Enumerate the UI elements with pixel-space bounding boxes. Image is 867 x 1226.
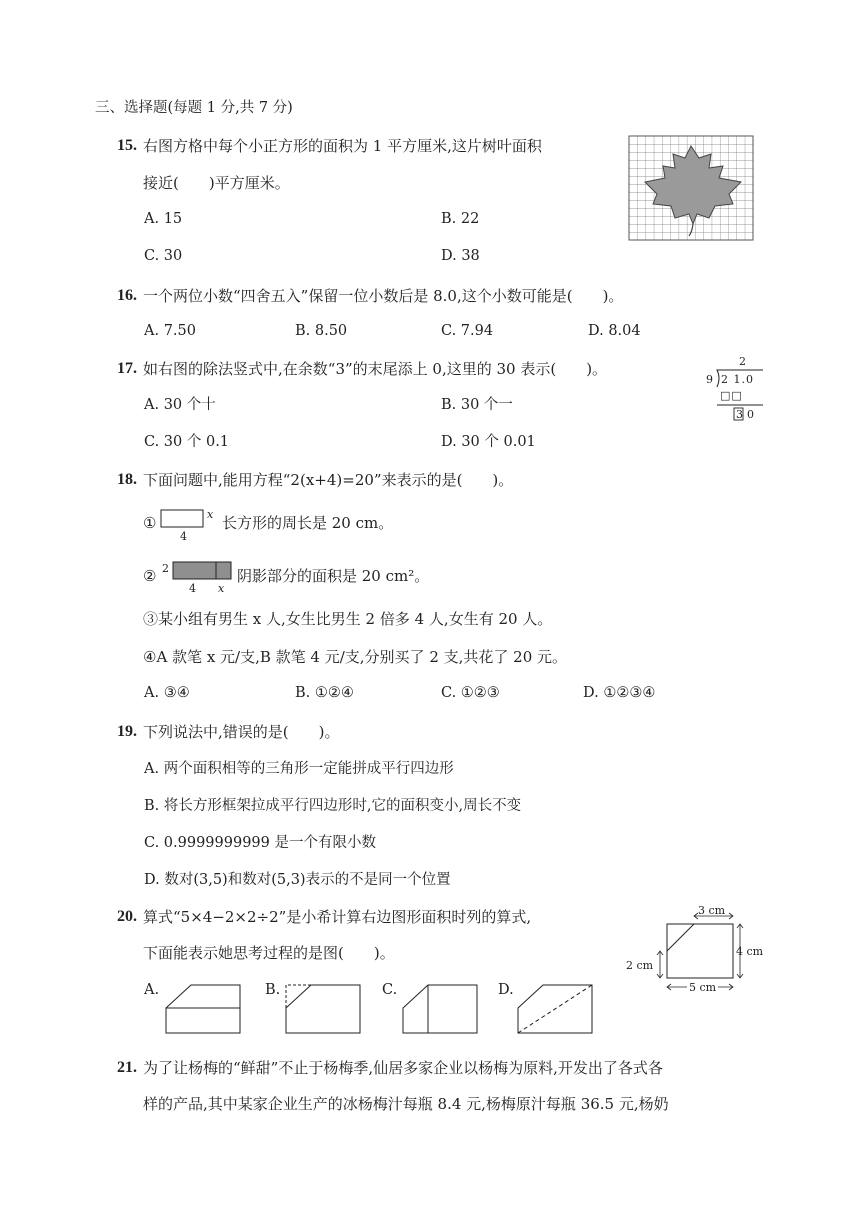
option-d[interactable]: D. ①②③④ [583, 685, 656, 701]
question-number: 17. [117, 360, 137, 377]
question-text: 下面问题中,能用方程“2(x+4)=20”来表示的是( )。 [143, 471, 514, 489]
side-4: 4 [180, 530, 187, 543]
question-number: 19. [117, 723, 137, 740]
remainder-zero: 0 [747, 408, 754, 421]
option-b[interactable]: B. 22 [441, 211, 480, 227]
option-d-figure[interactable] [516, 983, 596, 1043]
option-c[interactable]: C. ①②③ [441, 685, 500, 701]
label-top: 3 cm [698, 904, 726, 917]
side-x: x [207, 508, 214, 521]
question-number: 21. [117, 1059, 137, 1076]
option-a[interactable]: A. [144, 982, 160, 998]
label-bottom: 5 cm [689, 981, 717, 994]
question-number: 20. [117, 908, 137, 925]
question-text: 下列说法中,错误的是( )。 [143, 723, 340, 741]
option-c[interactable]: C. 30 个 0.1 [144, 434, 230, 450]
section-title: 三、选择题(每题 1 分,共 7 分) [95, 100, 293, 116]
side-4: 4 [189, 582, 196, 595]
question-number: 16. [117, 287, 137, 304]
option-b[interactable]: B. 将长方形框架拉成平行四边形时,它的面积变小,周长不变 [144, 798, 522, 814]
dividend: 2 1.0 [721, 373, 754, 386]
option-c-figure[interactable] [401, 983, 481, 1043]
item-text: ④A 款笔 x 元/支,B 款笔 4 元/支,分别买了 2 支,共花了 20 元。 [143, 648, 568, 666]
option-b[interactable]: B. 8.50 [295, 323, 348, 339]
option-d[interactable]: D. 数对(3,5)和数对(5,3)表示的不是同一个位置 [144, 872, 451, 888]
option-c[interactable]: C. 30 [144, 248, 183, 264]
side-2: 2 [162, 562, 169, 575]
label-right: 4 cm [736, 945, 764, 958]
side-x: x [218, 582, 225, 595]
item-marker: ② [143, 567, 157, 585]
option-c[interactable]: C. [382, 982, 398, 998]
option-c[interactable]: C. 0.9999999999 是一个有限小数 [144, 835, 376, 851]
question-number: 15. [117, 137, 137, 154]
blank-boxes: □□ [720, 389, 743, 402]
option-c[interactable]: C. 7.94 [441, 323, 494, 339]
option-d[interactable]: D. [498, 982, 514, 998]
item-text: 阴影部分的面积是 20 cm²。 [237, 567, 430, 585]
option-d[interactable]: D. 30 个 0.01 [441, 434, 536, 450]
item-text: ③某小组有男生 x 人,女生比男生 2 倍多 4 人,女生有 20 人。 [143, 610, 553, 628]
option-b-figure[interactable] [284, 983, 364, 1043]
divisor: 9 [706, 373, 713, 386]
option-a[interactable]: A. 7.50 [144, 323, 196, 339]
question-text: 一个两位小数“四舍五入”保留一位小数后是 8.0,这个小数可能是( )。 [143, 287, 624, 305]
option-a[interactable]: A. 15 [144, 211, 183, 227]
question-text: 右图方格中每个小正方形的面积为 1 平方厘米,这片树叶面积 [143, 137, 542, 155]
question-text: 接近( )平方厘米。 [143, 174, 290, 192]
long-division-figure [703, 356, 773, 428]
leaf-grid-figure [629, 136, 753, 244]
rectangle-figure [160, 508, 214, 543]
option-b[interactable]: B. 30 个一 [441, 397, 513, 413]
trapezoid-figure [622, 902, 772, 1002]
question-number: 18. [117, 471, 137, 488]
option-b[interactable]: B. ①②④ [295, 685, 354, 701]
option-a-figure[interactable] [164, 983, 244, 1043]
question-text: 样的产品,其中某家企业生产的冰杨梅汁每瓶 8.4 元,杨梅原汁每瓶 36.5 元,杨奶 [143, 1095, 669, 1113]
option-b[interactable]: B. [265, 982, 281, 998]
option-d[interactable]: D. 38 [441, 248, 480, 264]
quotient: 2 [739, 355, 746, 368]
option-a[interactable]: A. 30 个十 [144, 397, 216, 413]
label-left: 2 cm [626, 959, 654, 972]
question-text: 下面能表示她思考过程的是图( )。 [143, 944, 395, 962]
option-d[interactable]: D. 8.04 [588, 323, 641, 339]
item-marker: ① [143, 514, 157, 532]
question-text: 算式“5×4−2×2÷2”是小希计算右边图形面积时列的算式, [143, 908, 532, 926]
remainder-digit: 3 [736, 408, 743, 421]
option-a[interactable]: A. 两个面积相等的三角形一定能拼成平行四边形 [144, 761, 454, 777]
question-text: 如右图的除法竖式中,在余数“3”的末尾添上 0,这里的 30 表示( )。 [143, 360, 608, 378]
question-text: 为了让杨梅的“鲜甜”不止于杨梅季,仙居多家企业以杨梅为原料,开发出了各式各 [143, 1059, 663, 1077]
item-text: 长方形的周长是 20 cm。 [222, 514, 394, 532]
option-a[interactable]: A. ③④ [144, 685, 190, 701]
